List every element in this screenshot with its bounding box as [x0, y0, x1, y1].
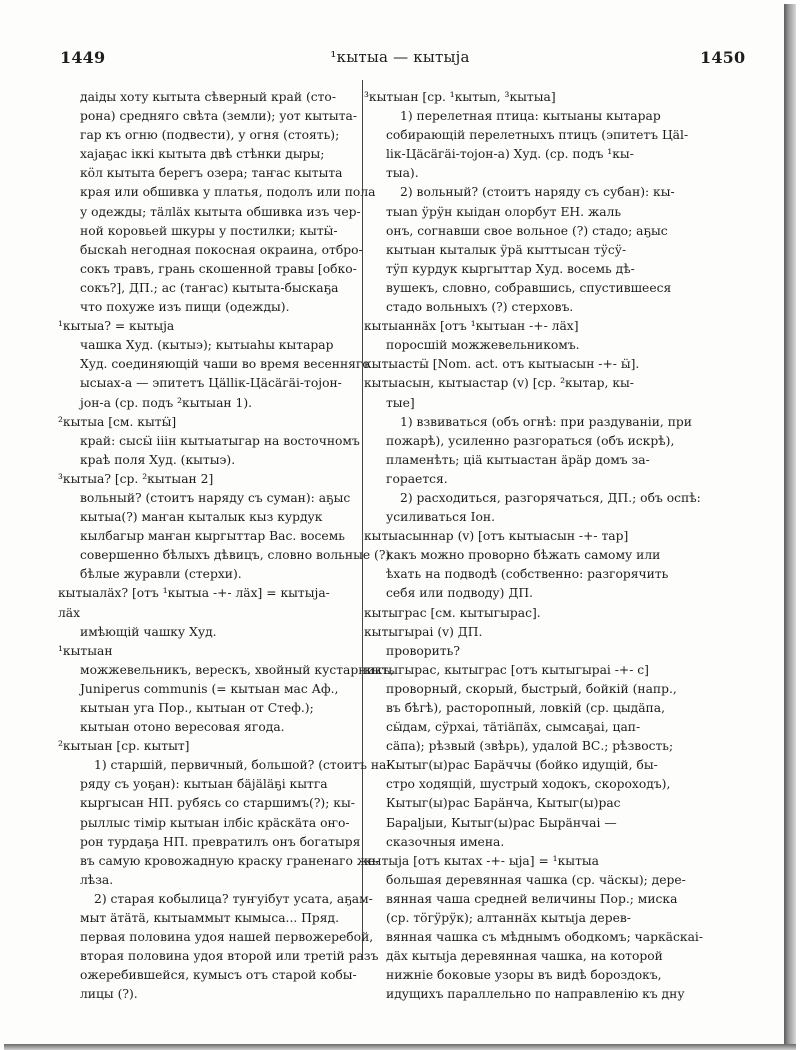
entry-text-line: въ самую кровожадную краску граненаго же- [80, 853, 380, 868]
entry-text-line: кӧл кытыта берегъ озера; таҥас кытыта [80, 166, 343, 181]
entry-text-line: 1) перелетная птица: кытыаны кытарар [400, 109, 661, 124]
running-title: ¹кытыа — кытыја [330, 48, 470, 66]
entry-text-line: Кытыг(ы)рас Барäччы (бойко идущій, бы- [386, 758, 658, 773]
entry-text-line: какъ можно проворно бѣжать самому или [386, 548, 661, 563]
entry-text-line: кытыан уга Пор., кытыан от Стеф.); [80, 701, 314, 715]
entry-text-line: кыргысан НП. рубясь со старшимъ(?); кы- [80, 796, 355, 811]
entry-text-line: тӱп курдук кыргыттар Худ. восемь дѣ- [386, 261, 635, 276]
entry-text-line: чашка Худ. (кытыэ); кытыаhы кытарар [80, 338, 334, 353]
entry-text-line: сказочныя имена. [386, 834, 505, 849]
entry-text-line: у одежды; тäлläх кытыта обшивка изъ чер- [80, 204, 361, 219]
entry-text-line: (ср. тӧгӱрӱк); алтаннäх кытыја дерев- [386, 911, 631, 926]
entry-text-line: мыт äтäтä, кытыаммыт кымыса... Пряд. [80, 911, 340, 926]
entry-text-line: 2) расходиться, разгорячаться, ДП.; объ оспѣ: [400, 490, 701, 505]
entry-headword-line: ²кытыан [ср. кытыт] [58, 739, 190, 754]
entry-text-line: Бараljыи, Кытыг(ы)рас Бырäнчаі — [386, 815, 617, 830]
entry-text-line: јон-а (ср. подъ ²кытыан 1). [80, 395, 253, 410]
entry-text-line: собирающій перелетныхъ птицъ (эпитетъ Цäl- [386, 128, 689, 143]
entry-text-line: вянная чашка съ мѣднымъ ободкомъ; чаркäскаі- [386, 930, 703, 945]
entry-text-line: дäх кытыја деревянная чашка, на которой [386, 949, 663, 964]
entry-text-line: проворить? [386, 643, 460, 658]
page-edge-shadow-right [784, 4, 796, 1046]
entry-text-line: нижніе боковые узоры въ видѣ бороздокъ, [386, 968, 662, 983]
entry-text-line: вушекъ, словно, собравшись, спустившееся [386, 280, 672, 295]
entry-headword-line: ¹кытыан [58, 643, 113, 658]
right-column [364, 88, 764, 1005]
entry-text-line: лѣза. [80, 872, 114, 887]
entry-text-line: вольный? (стоитъ наряду съ суман): аҕыс [80, 490, 351, 505]
entry-text-line: сокъ?], ДП.; ас (таҥас) кытыта-быскаҕа [80, 280, 339, 295]
entry-text-line: ѣхать на подводѣ (собственно: разгорячить [386, 567, 669, 582]
entry-text-line: пожарѣ), усиленно разгораться (объ искрѣ), [386, 433, 675, 448]
entry-headword-line: кытыграс [см. кытыгырас]. [364, 605, 541, 620]
entry-text-line: Худ. соединяющій чаши во время весенняго [80, 357, 370, 372]
entry-headword-line: кытыаннäх [отъ ¹кытыан -+- лäх] [364, 319, 579, 334]
entry-text-line: ной коровьей шкуры у постилки; кытӹ- [80, 223, 338, 238]
entry-headword-line: ³кытыа? [ср. ²кытыан 2] [58, 471, 214, 486]
entry-text-line: краѣ поля Худ. (кытыэ). [80, 452, 236, 467]
entry-headword-line: кытыгырас, кытыграс [отъ кытыгыраі -+- с] [364, 662, 649, 677]
column-divider [362, 80, 363, 960]
entry-text-line: бѣлые журавли (стерхи). [80, 567, 242, 582]
entry-text-line: даіды хоту кытыта сѣверный край (сто- [80, 90, 336, 104]
entry-text-line: ряду съ уоҕан): кытыан бäjäläҕі кытга [80, 777, 328, 792]
entry-text-line: въ бѣгѣ), расторопный, ловкій (ср. цыдäпа, [386, 701, 665, 715]
entry-text-line: можжевельникъ, верескъ, хвойный кустарникъ, [80, 662, 395, 677]
entry-headword-line: ¹кытыа? = кытыја [58, 319, 175, 334]
entry-text-line: 2) старая кобылица? туҥуібут усата, аҕам- [94, 891, 373, 906]
entry-text-line: кытыан отоно вересовая ягода. [80, 720, 285, 735]
entry-text-line: Кытыг(ы)рас Барäнча, Кытыг(ы)рас [386, 796, 621, 811]
entry-text-line: края или обшивка у платья, подолъ или пола [80, 185, 376, 200]
entry-text-line: поросшій можжевельникомъ. [386, 338, 580, 353]
entry-text-line: 2) вольный? (стоитъ наряду съ субан): кы- [400, 185, 675, 200]
entry-text-line: пламенѣть; ціä кытыастан äpäp домъ за- [386, 452, 650, 467]
entry-text-line: горается. [386, 471, 448, 486]
page-number-right: 1450 [700, 48, 746, 67]
entry-text-line: ысыах-а — эпитетъ Цällік-Цäсäгäі-тојон- [80, 376, 342, 391]
entry-text-line: тыаn ӱрӱн кыідан олорбут ЕН. жаль [386, 204, 622, 219]
entry-text-line: гар къ огню (подвести), у огня (стоять); [80, 128, 340, 143]
entry-text-line: стадо вольныхъ (?) стерховъ. [386, 300, 574, 315]
entry-text-line: что похуже изъ пищи (одежды). [80, 300, 290, 315]
entry-text-line: хаjаҕас іккі кытыта двѣ стѣнки дыры; [80, 147, 325, 162]
entry-headword-line: кытыалäх? [отъ ¹кытыа -+- лäх] = кытыја- [58, 586, 330, 601]
entry-text-line: проворный, скорый, быстрый, бойкій (напр., [386, 681, 677, 696]
entry-text-line: ожеребившейся, кумысъ отъ старой кобы- [80, 968, 357, 983]
entry-headword-line: кытыја [отъ кытах -+- ыја] = ¹кытыа [364, 853, 599, 868]
entry-headword-line: ³кытыан [ср. ¹кытыn, ³кытыа] [364, 90, 556, 104]
entry-text-line: Juniperus communis (= кытыан мас Аф., [80, 681, 339, 696]
left-column [58, 88, 395, 1005]
entry-text-line: рон турдаҕа НП. превратилъ онъ богатыря [80, 834, 361, 849]
entry-headword-line: кытыастӹ [Nom. act. отъ кытыасын -+- ӹ]. [364, 357, 640, 372]
entry-text-line: тые] [386, 395, 415, 410]
entry-text-line: кылбагыр маҥан кыргыттар Вас. восемь [80, 529, 345, 544]
entry-text-line: совершенно бѣлыхъ дѣвицъ, словно вольные (?) [80, 548, 391, 563]
entry-text-line: рона) средняго свѣта (земли); уот кытыта- [80, 109, 357, 124]
entry-text-line: первая половина удоя нашей первожеребой, [80, 930, 374, 945]
page-edge-shadow-bottom [4, 1044, 796, 1050]
entry-text-line: усиливаться Іон. [386, 510, 495, 525]
entry-headword-line: кытыасыннар (v) [отъ кытыасын -+- тар] [364, 529, 629, 544]
entry-text-line: 1) старшій, первичный, большой? (стоитъ на- [94, 758, 391, 773]
entry-text-line: рыллыс тімір кытыан ілбіс кpäскäта оҥо- [80, 815, 350, 830]
entry-text-line: тыа). [386, 166, 419, 181]
entry-headword-line: кытыасын, кытыастар (v) [ср. ²кытар, кы- [364, 376, 634, 391]
entry-headword-line: лäх [58, 605, 81, 620]
entry-text-line: вянная чаша средней величины Пор.; миска [386, 891, 678, 906]
entry-text-line: вторая половина удоя второй или третій разъ [80, 949, 379, 964]
entry-text-line: край: сысӹ ііін кытыатыгар на восточномъ [80, 433, 360, 448]
entry-text-line: большая деревянная чашка (ср. чäскы); дере- [386, 872, 686, 887]
entry-text-line: 1) взвиваться (объ огнѣ: при раздуваніи, при [400, 414, 692, 429]
entry-text-line: сäпа); рѣзвый (звѣрь), удалой ВС.; рѣзвость; [386, 739, 674, 754]
entry-text-line: быскаh негодная покосная окраина, отбро- [80, 242, 363, 257]
entry-text-line: онъ, согнавши свое вольное (?) стадо; аҕыс [386, 223, 668, 238]
entry-text-line: себя или подводу) ДП. [386, 586, 533, 601]
entry-headword-line: кытыгыраі (v) ДП. [364, 624, 483, 639]
entry-text-line: кытыан кыталык ӱрä кыттысан тӱсӱ- [386, 242, 627, 257]
entry-text-line: кытыа(?) маҥан кыталык кыз курдук [80, 510, 323, 525]
entry-text-line: имѣющій чашку Худ. [80, 624, 217, 639]
page-number-left: 1449 [60, 48, 106, 67]
entry-text-line: сӹдам, сӱрхаі, тäтіäпäх, сымсаҕаі, цап- [386, 720, 641, 735]
entry-text-line: идущихъ параллельно по направленію къ дну [386, 987, 685, 1002]
entry-headword-line: ²кытыа [см. кытӹ] [58, 414, 177, 429]
entry-text-line: стро ходящій, шустрый ходокъ, скороходъ), [386, 777, 671, 792]
entry-text-line: сокъ травъ, грань скошенной травы [обко- [80, 261, 357, 276]
entry-text-line: лицы (?). [80, 987, 138, 1002]
entry-text-line: lік-Цäсäгäі-тојон-а) Худ. (ср. подъ ¹кы- [386, 147, 634, 162]
